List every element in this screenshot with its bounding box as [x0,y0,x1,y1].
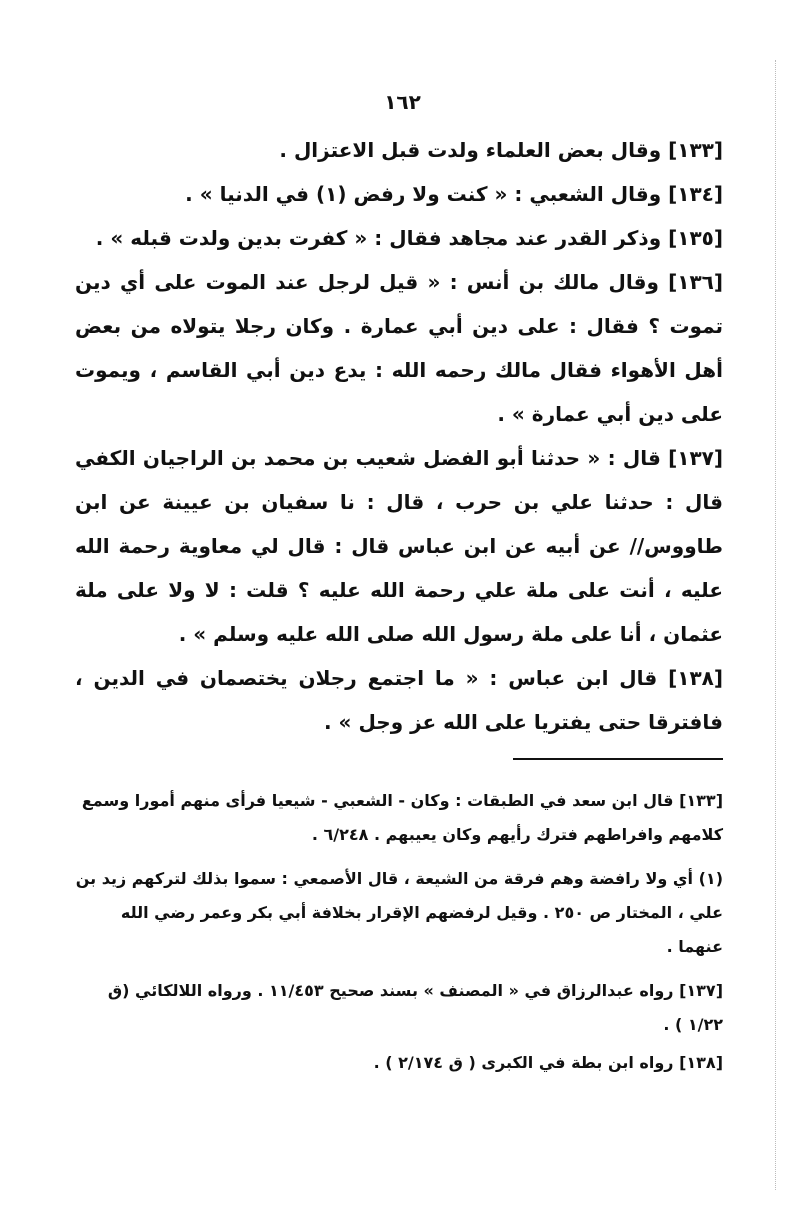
paragraph-133: [١٣٣] وقال بعض العلماء ولدت قبل الاعتزال . [279,138,723,162]
page-number: ١٦٢ [384,90,421,114]
main-text [75,128,723,744]
footnote-137: [١٣٧] رواه عبدالرزاق في « المصنف » بسند صحيح ١١/٤٥٣ . ورواه اللالكائي (ق ١/٢٢ ) . [107,981,723,1034]
paragraph-136: [١٣٦] وقال مالك بن أنس : « قيل لرجل عند الموت على أي دين تموت ؟ فقال : على دين أبي عمارة . وكان رجلا يتولاه من بعض أهل الأهواء فقال مالك رحمه الله : يدع دين أبي القاسم ، ويموت على دين أبي عمارة » . [75,270,723,426]
footnotes [73,784,723,1090]
footnote-separator [513,758,723,760]
paragraph-134: [١٣٤] وقال الشعبي : « كنت ولا رفض (١) في الدنيا » . [185,182,723,206]
footnote-1: (١) أي ولا رافضة وهم فرقة من الشيعة ، قال الأصمعي : سموا بذلك لتركهم زيد بن علي ، المختار ص ٢٥٠ . وقيل لرفضهم الإقرار بخلافة أبي بكر وعمر رضي الله عنهما . [75,869,723,956]
footnote-138: [١٣٨] رواه ابن بطة في الكبرى ( ق ٢/١٧٤ ) . [373,1053,723,1072]
footnote-133: [١٣٣] قال ابن سعد في الطبقات : وكان - الشعبي - شيعيا فرأى منهم أمورا وسمع كلامهم وافراطهم فترك رأيهم وكان يعيبهم . ٦/٢٤٨ . [81,791,723,844]
paragraph-138: [١٣٨] قال ابن عباس : « ما اجتمع رجلان يختصمان في الدين ، فافترقا حتى يفتريا على الله عز وجل » . [75,666,723,734]
paragraph-137: [١٣٧] قال : « حدثنا أبو الفضل شعيب بن محمد بن الراجيان الكفي قال : حدثنا علي بن حرب ، قال : نا سفيان بن عيينة عن ابن طاووس// عن أبيه عن ابن عباس قال : قال لي معاوية رحمة الله عليه ، أنت على ملة علي رحمة الله عليه ؟ قلت : لا ولا على ملة عثمان ، أنا على ملة رسول الله صلى الله عليه وسلم » . [75,446,723,646]
page-edge-line [775,60,776,1190]
paragraph-135: [١٣٥] وذكر القدر عند مجاهد فقال : « كفرت بدين ولدت قبله » . [95,226,723,250]
